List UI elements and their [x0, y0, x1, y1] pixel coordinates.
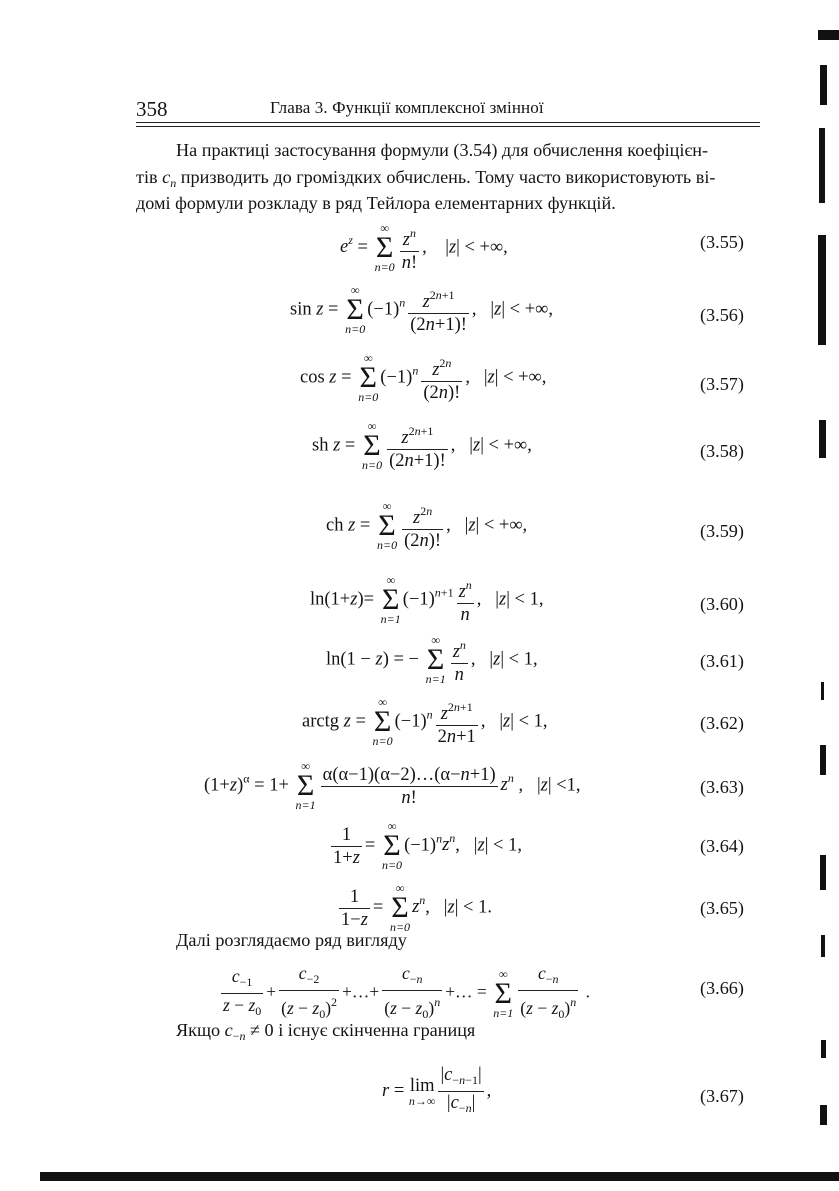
equation-3-59: ch z = ∞ Σ n=0 $\frac{z^{2n}}{(2n)!}$ , |z| < +∞, — [326, 499, 528, 552]
equation-number: (3.61) — [700, 651, 744, 671]
equation-3-64: $\frac{1}{1+z}$ = ∞ Σ n=0 $(-1)^nz^n$, |z| < 1, — [333, 819, 522, 872]
equation-3-58: sh z = ∞ Σ n=0 $\frac{z^{2n+1}}{(2n+1)!}$ , |z| < +∞, — [312, 419, 532, 472]
equation-number: (3.67) — [700, 1086, 744, 1106]
intro-line-1: На практиці застосування формули (3.54) для обчислення коефіцієн- — [176, 140, 709, 160]
sum-symbol: ∞ Σ n=0 — [358, 351, 379, 404]
equation-3-65: $\frac{1}{1-z}$ = ∞ Σ n=0 $z^n$, |z| < 1. — [341, 881, 492, 934]
sum-symbol: ∞ Σ n=1 — [295, 759, 316, 812]
header-rule-bottom — [136, 126, 760, 127]
equation-number: (3.58) — [700, 441, 744, 461]
scan-mark — [820, 745, 826, 775]
equation-3-57: cos z = ∞ Σ n=0 $(-1)^n$ $\frac{z^{2n}}{(2n)!}$ , |z| < +∞, — [300, 351, 547, 404]
sum-symbol: ∞ Σ n=0 — [376, 499, 398, 552]
scan-mark — [818, 30, 839, 40]
equation-number: (3.59) — [700, 521, 744, 541]
equation-number: (3.62) — [700, 713, 744, 733]
sum-symbol: ∞ Σ n=1 — [493, 966, 514, 1020]
intro-line-2: тів $c_n$ призводить до громіздких обчислень. Тому часто використовують ві- — [136, 167, 716, 190]
equation-3-55: $e^z$ = ∞ Σ n=0 $\frac{z^n}{n!}$ , |z| < +∞, — [340, 221, 508, 274]
equation-3-56: sin z = ∞ Σ n=0 $(-1)^n$ $\frac{z^{2n+1}}{(2n+1)!}$ , |z| < +∞, — [290, 283, 553, 336]
condition-text: Якщо $c_{-n} \ne 0$ і існує скінченна границя — [176, 1020, 476, 1043]
sum-symbol: ∞ Σ n=1 — [425, 633, 446, 686]
equation-3-66: $\frac{c_{-1}}{z - z_0}$ + $\frac{c_{-2}}{(z - z_0)^2}$ +…+ $\frac{c_{-n}}{(z - z_0)^n}$ +… = ∞ Σ n=1 $\frac{c_{-n}}{(z - z_0)^n}$ . — [218, 962, 590, 1025]
page-number: 358 — [136, 97, 168, 121]
equation-number: (3.56) — [700, 305, 744, 325]
scan-mark — [820, 1105, 827, 1125]
equation-number: (3.57) — [700, 374, 744, 394]
scan-mark — [821, 1040, 826, 1058]
scan-mark — [821, 682, 824, 700]
equation-3-60: ln(1+z)= ∞ Σ n=1 $(-1)^{n+1}$ $\frac{z^n}{n}$ , |z| < 1, — [310, 573, 544, 626]
equation-3-67: r = lim n→∞ $\frac{|c_{-n-1}|}{|c_{-n}|}$ , — [382, 1064, 491, 1119]
equation-3-62: arctg z = ∞ Σ n=0 $(-1)^n$ $\frac{z^{2n+1}}{2n+1}$ , |z| < 1, — [302, 695, 548, 748]
series-intro-text: Далі розглядаємо ряд вигляду — [176, 930, 407, 950]
header-rule-top — [136, 122, 760, 123]
equation-3-63: $(1+z)^\alpha = 1+$ ∞ Σ n=1 $\frac{\alpha(\alpha-1)(\alpha-2)\dots(\alpha-n+1)}{n!}$ $z^n$ , |z| <1, — [204, 759, 581, 812]
sum-symbol: ∞ Σ n=0 — [345, 283, 366, 336]
scan-mark — [820, 65, 827, 105]
scan-mark — [819, 128, 825, 203]
scan-bottom-bar — [40, 1172, 839, 1181]
sum-symbol: ∞ Σ n=0 — [372, 695, 393, 748]
sum-symbol: ∞ Σ n=0 — [389, 881, 411, 934]
scan-mark — [818, 235, 826, 345]
sum-symbol: ∞ Σ n=0 — [374, 221, 395, 274]
equation-number: (3.64) — [700, 836, 744, 856]
running-title: Глава 3. Функції комплексної змінної — [270, 98, 544, 117]
sum-symbol: ∞ Σ n=0 — [381, 819, 403, 872]
scan-mark — [819, 420, 826, 458]
intro-line-3: домі формули розкладу в ряд Тейлора елементарних функцій. — [136, 193, 616, 213]
sum-symbol: ∞ Σ n=0 — [361, 419, 383, 472]
scan-mark — [821, 935, 825, 957]
equation-number: (3.63) — [700, 777, 744, 797]
equation-number: (3.66) — [700, 978, 744, 998]
equation-number: (3.60) — [700, 594, 744, 614]
sum-symbol: ∞ Σ n=1 — [380, 573, 401, 626]
equation-number: (3.55) — [700, 232, 744, 252]
equation-3-61: ln(1 − z) = − ∞ Σ n=1 $\frac{z^n}{n}$ , |z| < 1, — [326, 633, 538, 686]
equation-number: (3.65) — [700, 898, 744, 918]
scan-mark — [820, 855, 826, 890]
